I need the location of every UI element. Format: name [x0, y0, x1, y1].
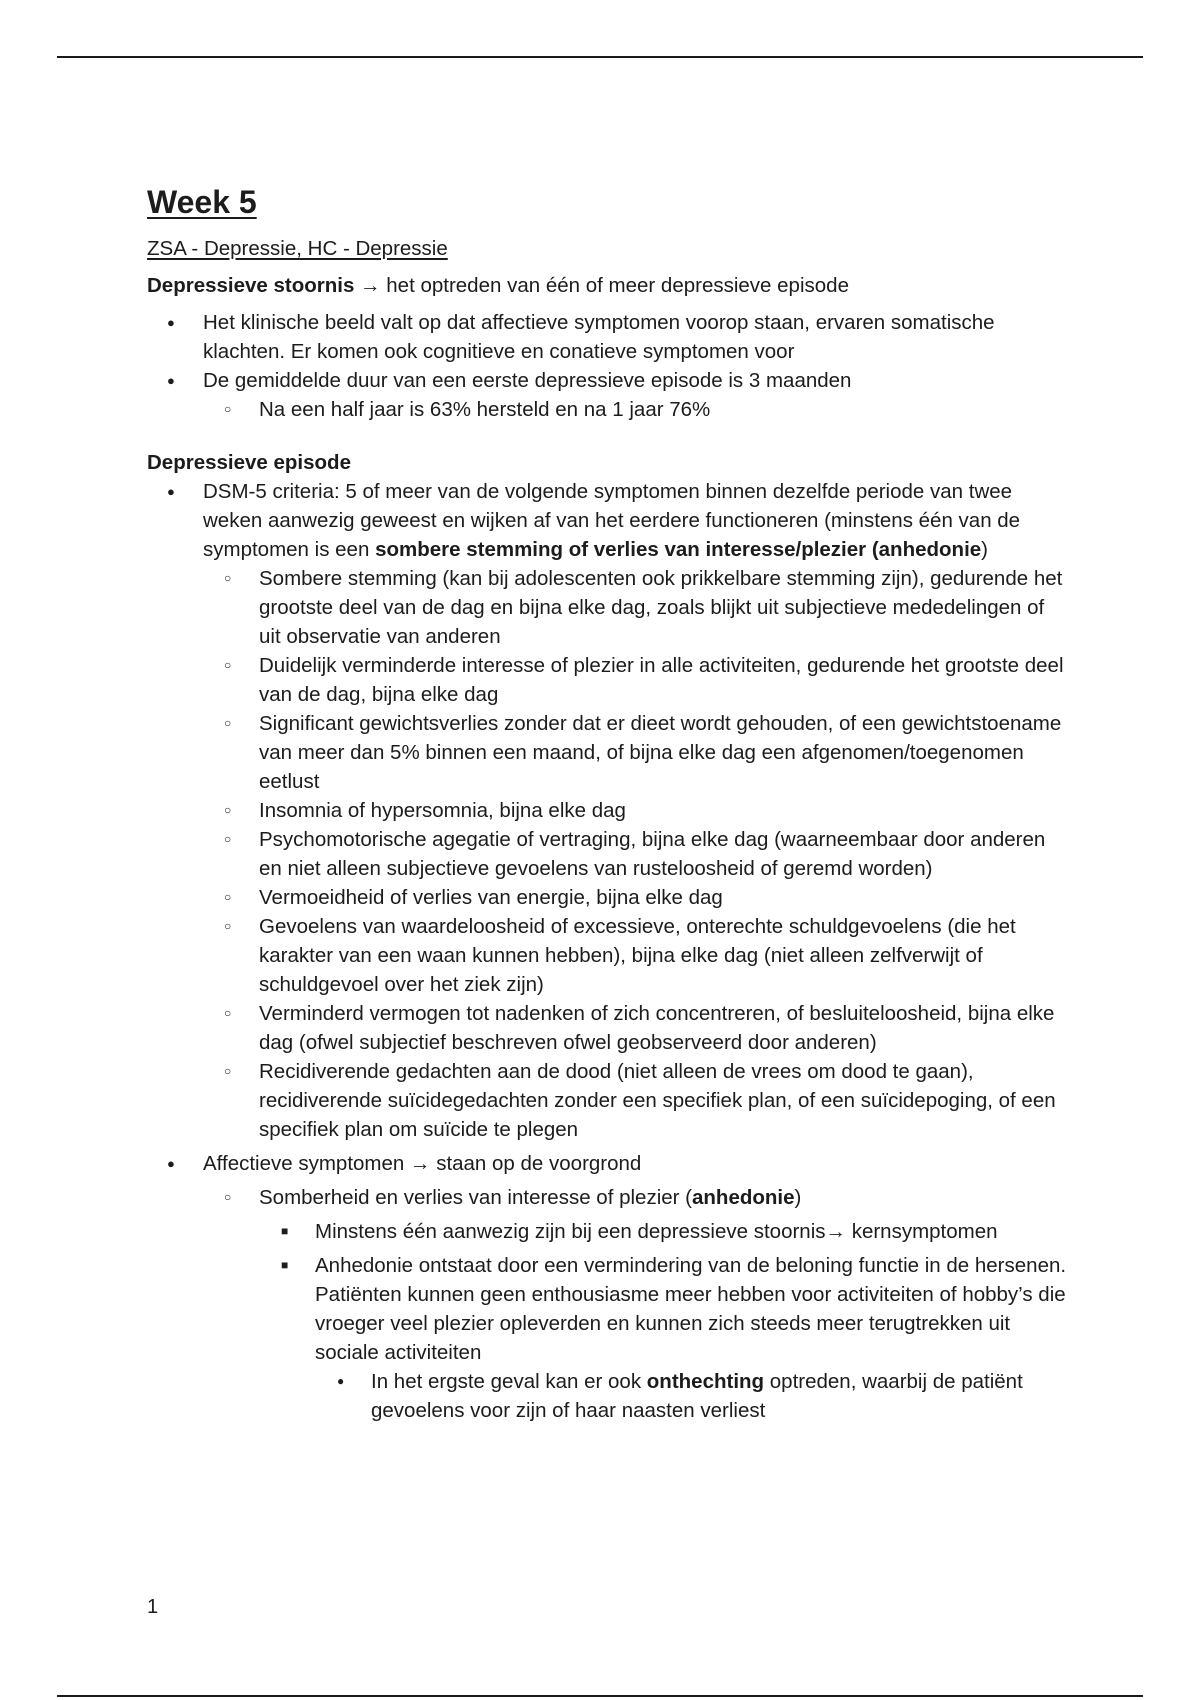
deep-bold: onthechting: [646, 1370, 765, 1393]
list-item: [147, 1149, 1067, 1425]
list-item: ○ Na een half jaar is 63% hersteld en na 1 jaar 76%: [203, 395, 1067, 424]
list-item: ○ Significant gewichtsverlies zonder dat er dieet wordt gehouden, of een gewichtstoename van meer dan 5% binnen een maand, of bijna elke dag een afgenomen/toegenomen eetlust: [203, 709, 1067, 796]
page-number: 1: [147, 1596, 159, 1618]
list-item: ○ Psychomotorische agegatie of vertraging, bijna elke dag (waarneembaar door anderen en niet alleen subjectieve gevoelens van rusteloosheid of geremd worden): [203, 825, 1067, 883]
subtitle: ZSA - Depressie, HC - Depressie: [147, 237, 448, 260]
list-item: ○ Gevoelens van waardeloosheid of excessieve, onterechte schuldgevoelens (die het karakter van een waan kunnen hebben), bijna elke dag (niet alleen zelfverwijt of schuldgevoel over het ziek zijn): [203, 912, 1067, 999]
square-list: [259, 1217, 1067, 1425]
list-item: ■ Minstens één aanwezig zijn bij een depressieve stoornis→ kernsymptomen: [259, 1217, 1067, 1246]
definition-line: [147, 271, 1067, 300]
definition-text: → het optreden van één of meer depressieve episode: [354, 274, 849, 297]
term-depressieve-stoornis: Depressieve stoornis: [147, 274, 355, 297]
list-item: ○ Vermoeidheid of verlies van energie, bijna elke dag: [203, 883, 1067, 912]
criteria-bold: sombere stemming of verlies van interesse/plezier (anhedonie: [375, 538, 982, 561]
section-heading-text: Depressieve episode: [147, 451, 351, 474]
list-item-text: Anhedonie ontstaat door een vermindering van de beloning functie in de hersenen. Patiënten kunnen geen enthousiasme meer hebben voor activiteiten of hobby’s die vroeger veel plezier opleverden en kunnen zich steeds meer terugtrekken uit sociale activiteiten: [315, 1254, 1067, 1364]
list-item: ○ Recidiverende gedachten aan de dood (niet alleen de vrees om dood te gaan), recidiverende suïcidegedachten zonder een specifiek plan, of een suïcidepoging, of een specifiek plan om suïcide te plegen: [203, 1057, 1067, 1144]
criteria-end: ): [981, 538, 988, 561]
somberheid-end: ): [794, 1186, 802, 1209]
section1-sublist: [203, 395, 1067, 424]
deep-list: [315, 1367, 1067, 1425]
list-item-text: De gemiddelde duur van een eerste depressieve episode is 3 maanden: [203, 369, 852, 392]
somberheid-bold: anhedonie: [692, 1186, 795, 1209]
list-item: [315, 1367, 1067, 1425]
list-item: ○ Insomnia of hypersomnia, bijna elke dag: [203, 796, 1067, 825]
list-item: ● Het klinische beeld valt op dat affectieve symptomen voorop staan, ervaren somatische klachten. Er komen ook cognitieve en conatieve symptomen voor: [147, 308, 1067, 366]
somberheid-text: Somberheid en verlies van interesse of plezier (: [259, 1186, 692, 1209]
affective-sublist: [203, 1183, 1067, 1425]
bottom-rule: [57, 1695, 1143, 1697]
list-item: ○ Duidelijk verminderde interesse of plezier in alle activiteiten, gedurende het grootste deel van de dag, bijna elke dag: [203, 651, 1067, 709]
deep-text-end: optreden, waarbij de patiënt gevoelens voor zijn of haar naasten verliest: [371, 1370, 1023, 1422]
document-page: [147, 182, 1067, 1425]
symptom-list: [203, 564, 1067, 1144]
page-title: Week 5: [147, 184, 257, 220]
criteria-text: DSM-5 criteria: 5 of meer van de volgende symptomen binnen dezelfde periode van twee weken aanwezig geweest en wijken af van het eerdere functioneren (minstens één van de symptomen is een: [203, 480, 1021, 561]
list-item: ○ Verminderd vermogen tot nadenken of zich concentreren, of besluiteloosheid, bijna elke dag (ofwel subjectief beschreven ofwel geobserveerd door anderen): [203, 999, 1067, 1057]
list-item: [147, 366, 1067, 424]
section1-list: [147, 308, 1067, 424]
section-heading: [147, 448, 1067, 477]
deep-text: In het ergste geval kan er ook: [371, 1370, 647, 1393]
list-item: [259, 1251, 1067, 1425]
section2-list: [147, 477, 1067, 1425]
list-item: [203, 1183, 1067, 1425]
affective-text: Affectieve symptomen → staan op de voorgrond: [203, 1152, 642, 1175]
list-item: [147, 477, 1067, 1144]
list-item: ○ Sombere stemming (kan bij adolescenten ook prikkelbare stemming zijn), gedurende het grootste deel van de dag en bijna elke dag, zoals blijkt uit subjectieve mededelingen of uit observatie van anderen: [203, 564, 1067, 651]
top-rule: [57, 56, 1143, 58]
